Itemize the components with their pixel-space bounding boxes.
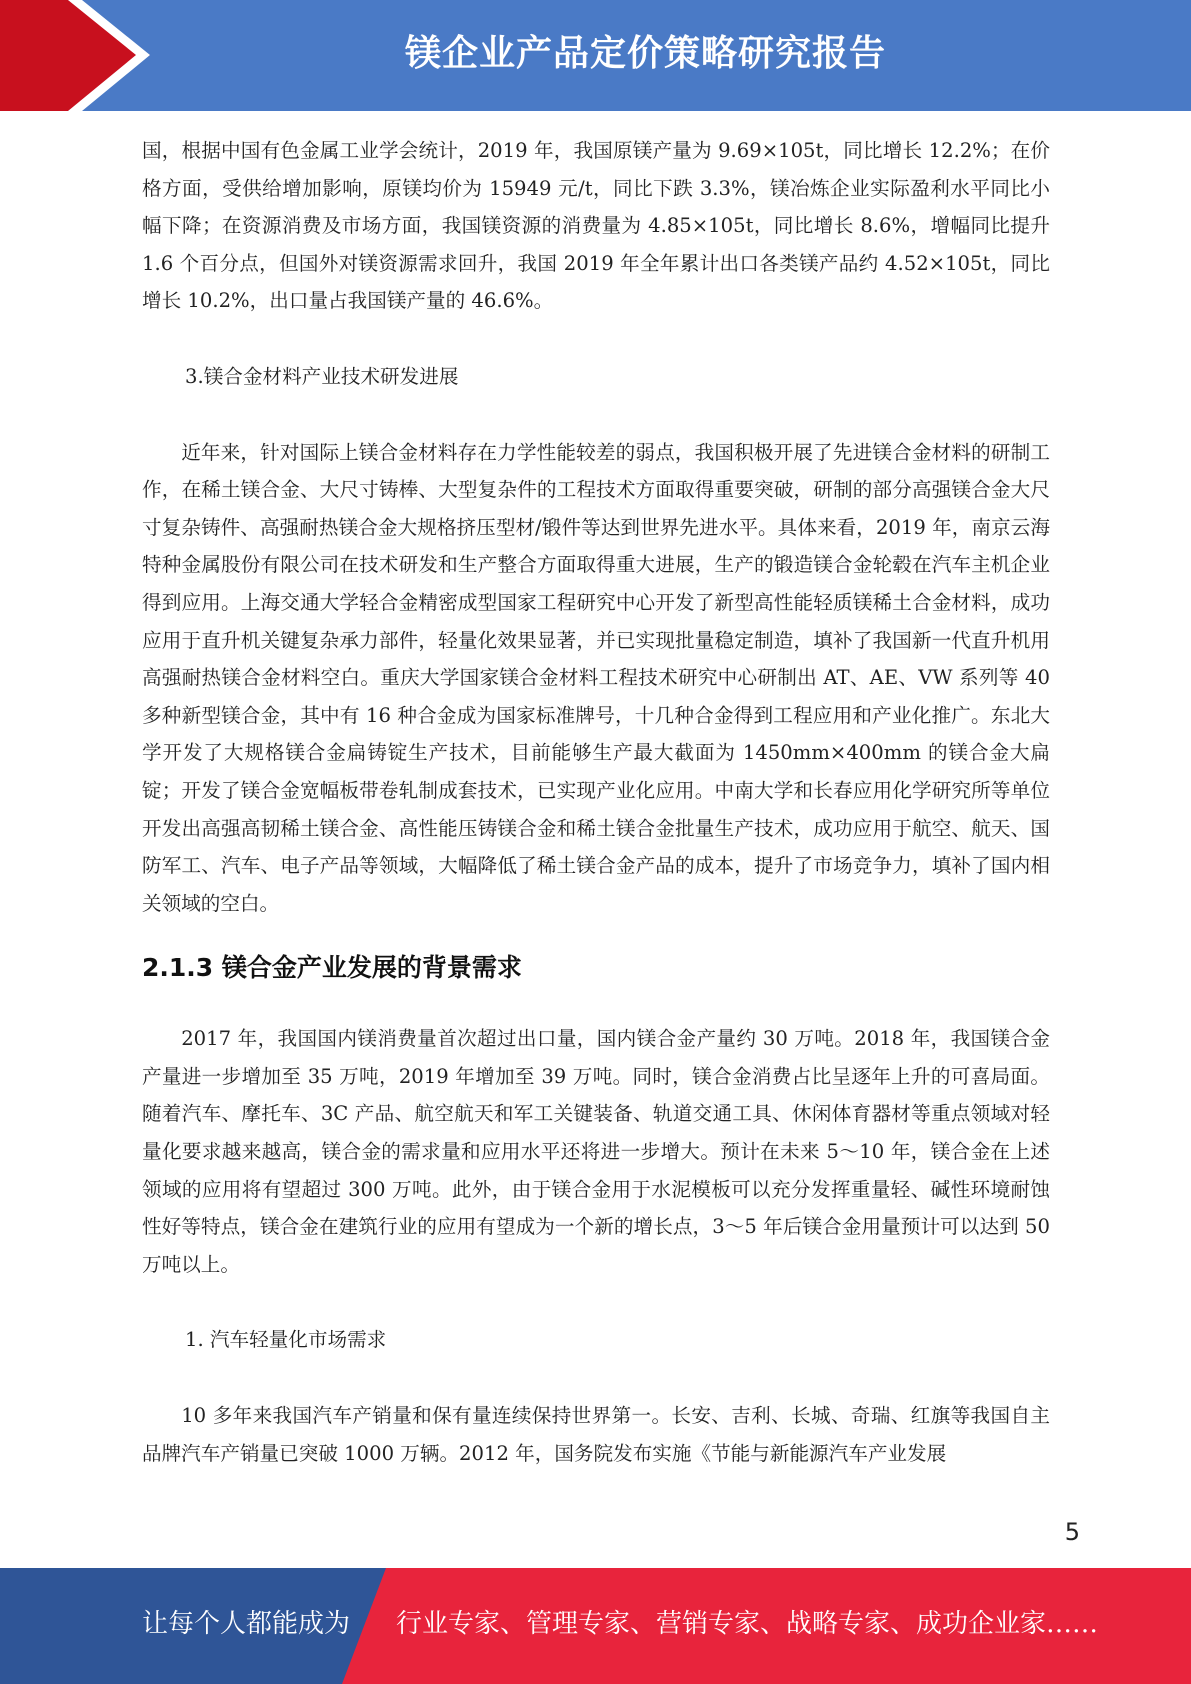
spacer xyxy=(142,1283,1050,1321)
subheading-alloy-rd-progress: 3.镁合金材料产业技术研发进展 xyxy=(185,364,459,388)
footer-slogan-roles: 行业专家、管理专家、营销专家、战略专家、成功企业家…… xyxy=(396,1609,1099,1639)
spacer xyxy=(142,1359,1050,1397)
spacer xyxy=(142,922,1050,948)
paragraph-auto-market: 10 多年来我国汽车产销量和保有量连续保持世界第一。长安、吉利、长城、奇瑞、红旗等我国自主品牌汽车产销量已突破 1000 万辆。2012 年，国务院发布实施《节能与新能源汽车产业发展 xyxy=(142,1404,1050,1465)
page-number: 5 xyxy=(1064,1518,1080,1546)
report-title: 镁企业产品定价策略研究报告 xyxy=(404,33,886,74)
page-footer xyxy=(0,1568,1191,1684)
header-red-arrow xyxy=(0,0,150,111)
page-content xyxy=(142,132,1050,1472)
spacer xyxy=(142,320,1050,358)
spacer xyxy=(142,396,1050,434)
paragraph-magnesium-statistics: 国，根据中国有色金属工业学会统计，2019 年，我国原镁产量为 9.69×105t，同比增长 12.2%；在价格方面，受供给增加影响，原镁均价为 15949 元/t，同比下跌 3.3%，镁冶炼企业实际盈利水平同比小幅下降；在资源消费及市场方面，我国镁资源的消费量为 4.85×105t，同比增长 8.6%，增幅同比提升 1.6 个百分点，但国外对镁资源需求回升，我国 2019 年全年累计出口各类镁产品约 4.52×105t，同比增长 10.2%，出口量占我国镁产量的 46.6%。 xyxy=(142,139,1050,313)
spacer xyxy=(142,988,1050,1020)
page-header xyxy=(0,0,1191,111)
footer-slogan-lead: 让每个人都能成为 xyxy=(142,1609,351,1639)
subheading-auto-lightweight: 1. 汽车轻量化市场需求 xyxy=(185,1328,387,1352)
paragraph-alloy-rd: 近年来，针对国际上镁合金材料存在力学性能较差的弱点，我国积极开展了先进镁合金材料的研制工作，在稀土镁合金、大尺寸铸棒、大型复杂件的工程技术方面取得重要突破，研制的部分高强镁合金大尺寸复杂铸件、高强耐热镁合金大规格挤压型材/锻件等达到世界先进水平。具体来看，2019 年，南京云海特种金属股份有限公司在技术研发和生产整合方面取得重大进展，生产的锻造镁合金轮毂在汽车主机企业得到应用。上海交通大学轻合金精密成型国家工程研究中心开发了新型高性能轻质镁稀土合金材料，成功应用于直升机关键复杂承力部件，轻量化效果显著，并已实现批量稳定制造，填补了我国新一代直升机用高强耐热镁合金材料空白。重庆大学国家镁合金材料工程技术研究中心研制出 AT、AE、VW 系列等 40 多种新型镁合金，其中有 16 种合金成为国家标准牌号，十几种合金得到工程应用和产业化推广。东北大学开发了大规格镁合金扁铸锭生产技术，目前能够生产最大截面为 1450mm×400mm 的镁合金大扁锭；开发了镁合金宽幅板带卷轧制成套技术，已实现产业化应用。中南大学和长春应用化学研究所等单位开发出高强高韧稀土镁合金、高性能压铸镁合金和稀土镁合金批量生产技术，成功应用于航空、航天、国防军工、汽车、电子产品等领域，大幅降低了稀土镁合金产品的成本，提升了市场竞争力，填补了国内相关领域的空白。 xyxy=(142,440,1050,915)
paragraph-demand-overview: 2017 年，我国国内镁消费量首次超过出口量，国内镁合金产量约 30 万吨。2018 年，我国镁合金产量进一步增加至 35 万吨，2019 年增加至 39 万吨。同时，镁合金消费占比呈逐年上升的可喜局面。随着汽车、摩托车、3C 产品、航空航天和军工关键装备、轨道交通工具、休闲体育器材等重点领域对轻量化要求越来越高，镁合金的需求量和应用水平还将进一步增大。预计在未来 5～10 年，镁合金在上述领域的应用将有望超过 300 万吨。此外，由于镁合金用于水泥模板可以充分发挥重量轻、碱性环境耐蚀性好等特点，镁合金在建筑行业的应用有望成为一个新的增长点，3～5 年后镁合金用量预计可以达到 50 万吨以上。 xyxy=(142,1027,1050,1276)
section-heading-background-demand: 2.1.3 镁合金产业发展的背景需求 xyxy=(142,953,522,983)
